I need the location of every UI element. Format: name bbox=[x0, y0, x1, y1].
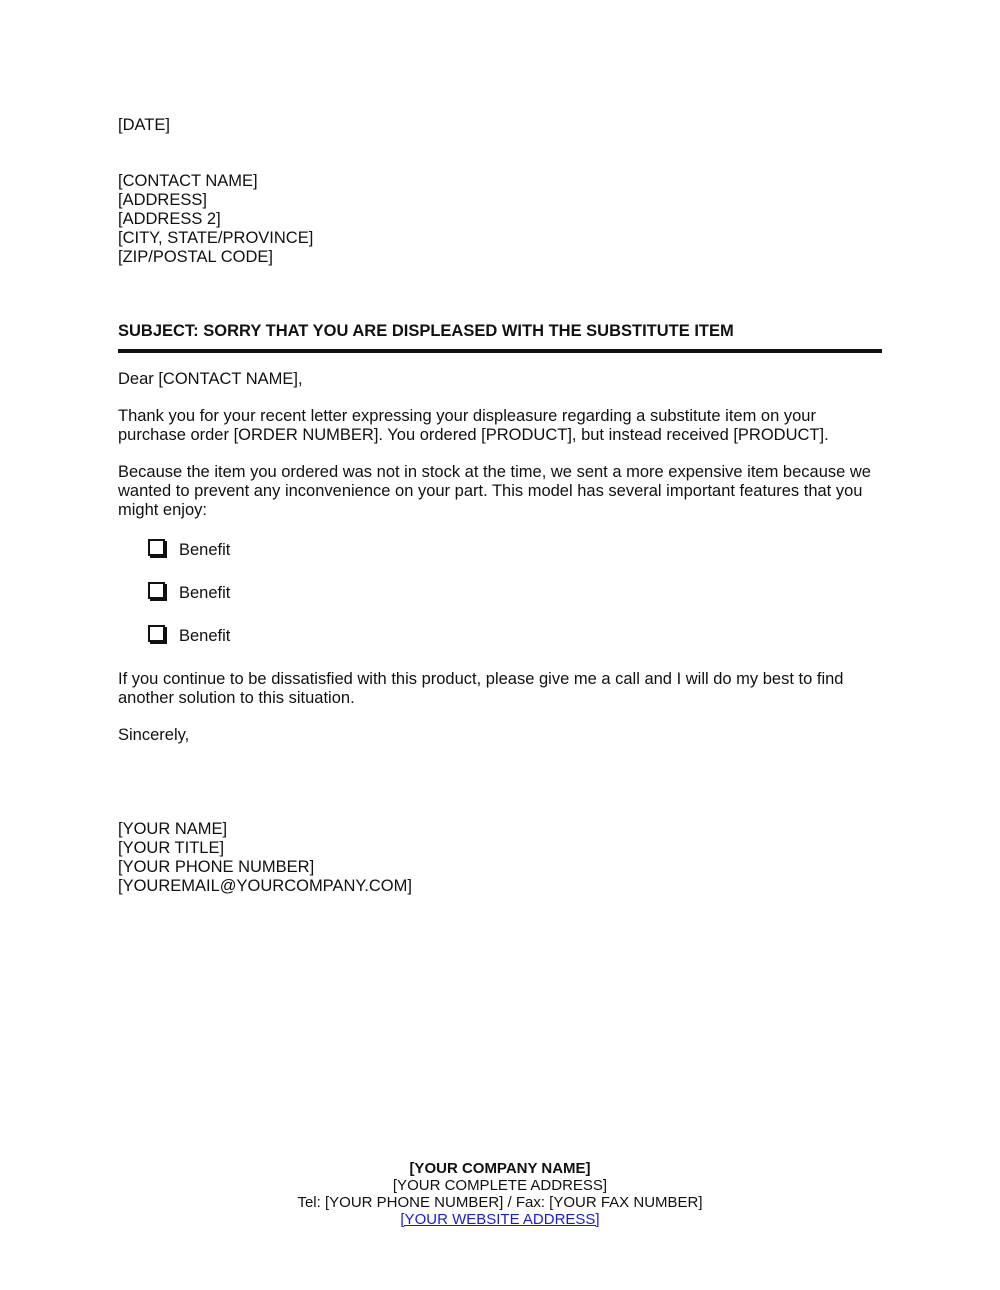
recipient-address-2: [ADDRESS 2] bbox=[118, 210, 221, 228]
recipient-address: [ADDRESS] bbox=[118, 191, 207, 209]
signature-block bbox=[118, 820, 882, 896]
checkbox-icon bbox=[148, 539, 165, 556]
benefit-label: Benefit bbox=[179, 626, 231, 645]
letter-subject: SUBJECT: SORRY THAT YOU ARE DISPLEASED WITH THE SUBSTITUTE ITEM bbox=[118, 322, 882, 353]
footer-address: [YOUR COMPLETE ADDRESS] bbox=[392, 1177, 608, 1194]
paragraph-explanation: Because the item you ordered was not in stock at the time, we sent a more expensive item because we wanted to prevent any inconvenience on your part. This model has several important features that you might enjoy: bbox=[118, 463, 871, 519]
benefit-label: Benefit bbox=[179, 540, 231, 559]
checkbox-icon bbox=[148, 625, 165, 642]
list-item bbox=[148, 624, 882, 648]
list-item bbox=[148, 538, 882, 562]
salutation: Dear [CONTACT NAME], bbox=[118, 370, 303, 388]
sender-phone: [YOUR PHONE NUMBER] bbox=[118, 858, 315, 876]
benefits-list bbox=[148, 538, 882, 648]
recipient-address-block bbox=[118, 172, 882, 267]
checkbox-icon bbox=[148, 582, 165, 599]
list-item bbox=[148, 581, 882, 605]
footer-company-name: [YOUR COMPANY NAME] bbox=[409, 1160, 591, 1177]
sender-email: [YOUREMAIL@YOURCOMPANY.COM] bbox=[118, 877, 412, 895]
letterhead-footer bbox=[0, 1160, 1000, 1228]
recipient-city-state: [CITY, STATE/PROVINCE] bbox=[118, 229, 314, 247]
recipient-contact-name: [CONTACT NAME] bbox=[118, 172, 258, 190]
letter-date: [DATE] bbox=[118, 116, 170, 134]
footer-contact: Tel: [YOUR PHONE NUMBER] / Fax: [YOUR FAX NUMBER] bbox=[297, 1194, 703, 1211]
sender-title: [YOUR TITLE] bbox=[118, 839, 225, 857]
benefit-label: Benefit bbox=[179, 583, 231, 602]
recipient-zip: [ZIP/POSTAL CODE] bbox=[118, 248, 273, 266]
closing: Sincerely, bbox=[118, 726, 190, 744]
paragraph-intro: Thank you for your recent letter expressing your displeasure regarding a substitute item on your purchase order [ORDER NUMBER]. You ordered [PRODUCT], but instead received [PRODUCT]. bbox=[118, 407, 829, 444]
paragraph-followup: If you continue to be dissatisfied with this product, please give me a call and I will do my best to find another solution to this situation. bbox=[118, 670, 844, 707]
footer-website-link[interactable]: [YOUR WEBSITE ADDRESS] bbox=[400, 1211, 600, 1228]
sender-name: [YOUR NAME] bbox=[118, 820, 228, 838]
letter-body bbox=[118, 116, 882, 896]
